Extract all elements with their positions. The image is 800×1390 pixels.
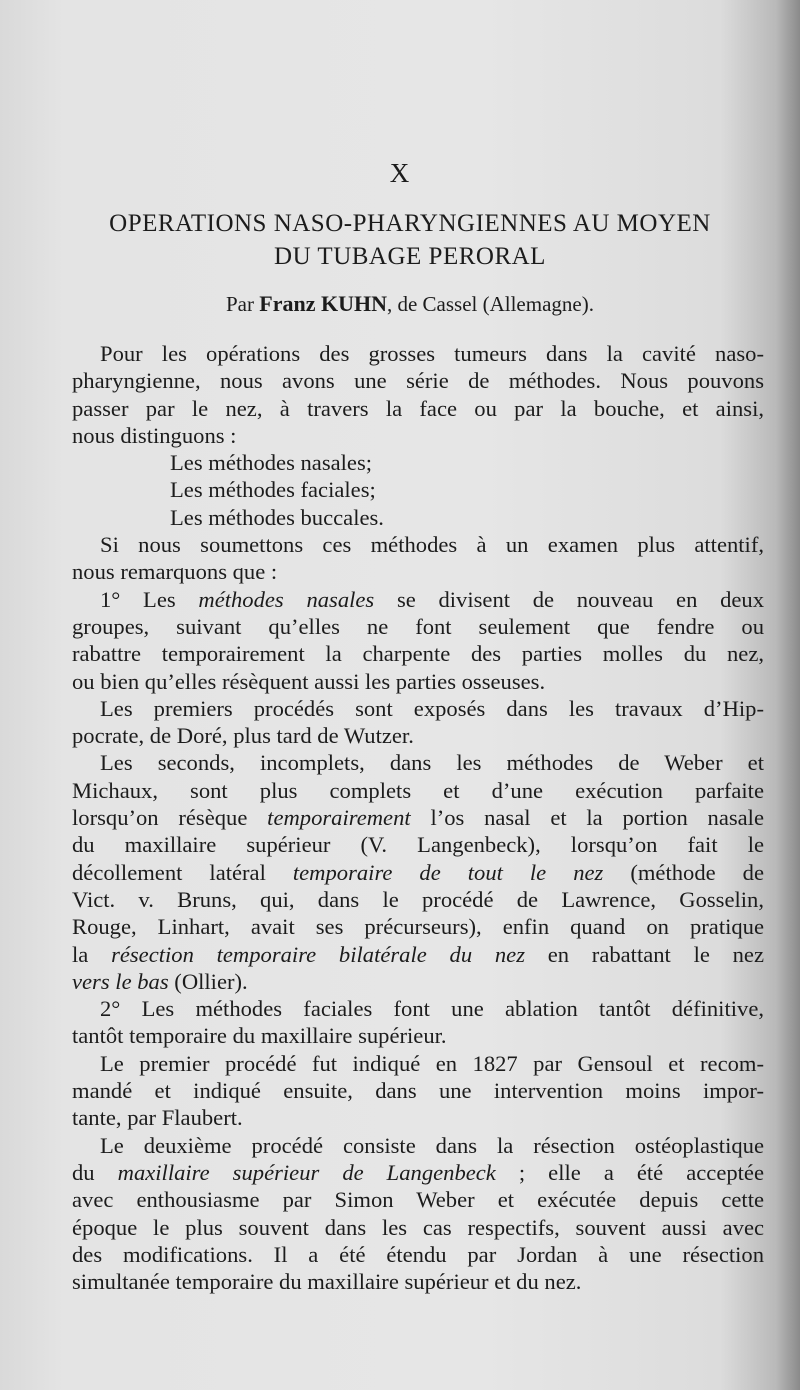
body-text-line: Les méthodes buccales. — [170, 504, 384, 530]
byline-prefix: Par — [226, 292, 260, 316]
body-text-line: groupes, suivant qu’elles ne font seulement que fendre ou — [72, 613, 764, 639]
body-text-line: vers le bas (Ollier). — [72, 968, 248, 994]
body-text-line: Si nous soumettons ces méthodes à un examen plus attentif, — [100, 532, 764, 558]
body-text-line: 2° Les méthodes faciales font une ablation tantôt définitive, — [100, 996, 764, 1022]
byline — [80, 291, 740, 317]
body-text-line: passer par le nez, à travers la face ou par la bouche, et ainsi, — [72, 395, 764, 421]
body-text-line: avec enthousiasme par Simon Weber et exécutée depuis cette — [72, 1187, 764, 1213]
body-text-line: tantôt temporaire du maxillaire supérieur. — [72, 1023, 447, 1049]
body-text-line: Michaux, sont plus complets et d’une exécution parfaite — [72, 777, 764, 803]
body-text-line: nous distinguons : — [72, 422, 237, 448]
body-text-line: pharyngienne, nous avons une série de méthodes. Nous pouvons — [72, 368, 764, 394]
article-body — [72, 340, 764, 1295]
body-text-line: du maxillaire supérieur (V. Langenbeck), lorsqu’on fait le — [72, 832, 764, 858]
body-text-line: Les seconds, incomplets, dans les méthodes de Weber et — [100, 750, 764, 776]
body-text-line: la résection temporaire bilatérale du nez en rabattant le nez — [72, 941, 764, 967]
body-text-line: Pour les opérations des grosses tumeurs dans la cavité naso- — [100, 341, 764, 366]
body-text-line: décollement latéral temporaire de tout le nez (méthode de — [72, 859, 764, 885]
author-name: Franz KUHN — [259, 291, 387, 316]
body-text-line: Le premier procédé fut indiqué en 1827 par Gensoul et recom- — [100, 1050, 764, 1076]
body-text-line: nous remarquons que : — [72, 559, 278, 585]
byline-affiliation: , de Cassel (Allemagne). — [386, 292, 594, 316]
body-text-line: Rouge, Linhart, avait ses précurseurs), enfin quand on pratique — [72, 914, 764, 940]
body-text-line: 1° Les méthodes nasales se divisent de nouveau en deux — [100, 586, 764, 612]
body-text-line: Le deuxième procédé consiste dans la résection ostéoplastique — [100, 1132, 764, 1158]
body-text-line: tante, par Flaubert. — [72, 1105, 243, 1131]
body-text-line: époque le plus souvent dans les cas respectifs, souvent aussi avec — [72, 1214, 764, 1240]
body-text-line: Vict. v. Bruns, qui, dans le procédé de Lawrence, Gosselin, — [72, 886, 764, 912]
body-text-line: du maxillaire supérieur de Langenbeck ; elle a été acceptée — [72, 1159, 764, 1185]
body-text-line: des modifications. Il a été étendu par Jordan à une résection — [72, 1241, 764, 1267]
body-text-line: Les méthodes faciales; — [170, 477, 376, 503]
article-title-line-1: OPERATIONS NASO-PHARYNGIENNES AU MOYEN — [109, 210, 711, 237]
body-text-line: Les premiers procédés sont exposés dans les travaux d’Hip- — [100, 695, 764, 721]
body-text-line: rabattre temporairement la charpente des parties molles du nez, — [72, 641, 764, 667]
chapter-number: X — [389, 158, 411, 188]
body-text-line: lorsqu’on résèque temporairement l’os nasal et la portion nasale — [72, 805, 764, 831]
body-text-line: simultanée temporaire du maxillaire supérieur et du nez. — [72, 1269, 582, 1295]
article-title-line-2: DU TUBAGE PERORAL — [274, 243, 546, 270]
body-text-line: pocrate, de Doré, plus tard de Wutzer. — [72, 723, 414, 749]
body-text-line: ou bien qu’elles résèquent aussi les parties osseuses. — [72, 668, 546, 694]
body-text-line: Les méthodes nasales; — [170, 450, 373, 476]
body-text-line: mandé et indiqué ensuite, dans une intervention moins impor- — [72, 1078, 764, 1104]
